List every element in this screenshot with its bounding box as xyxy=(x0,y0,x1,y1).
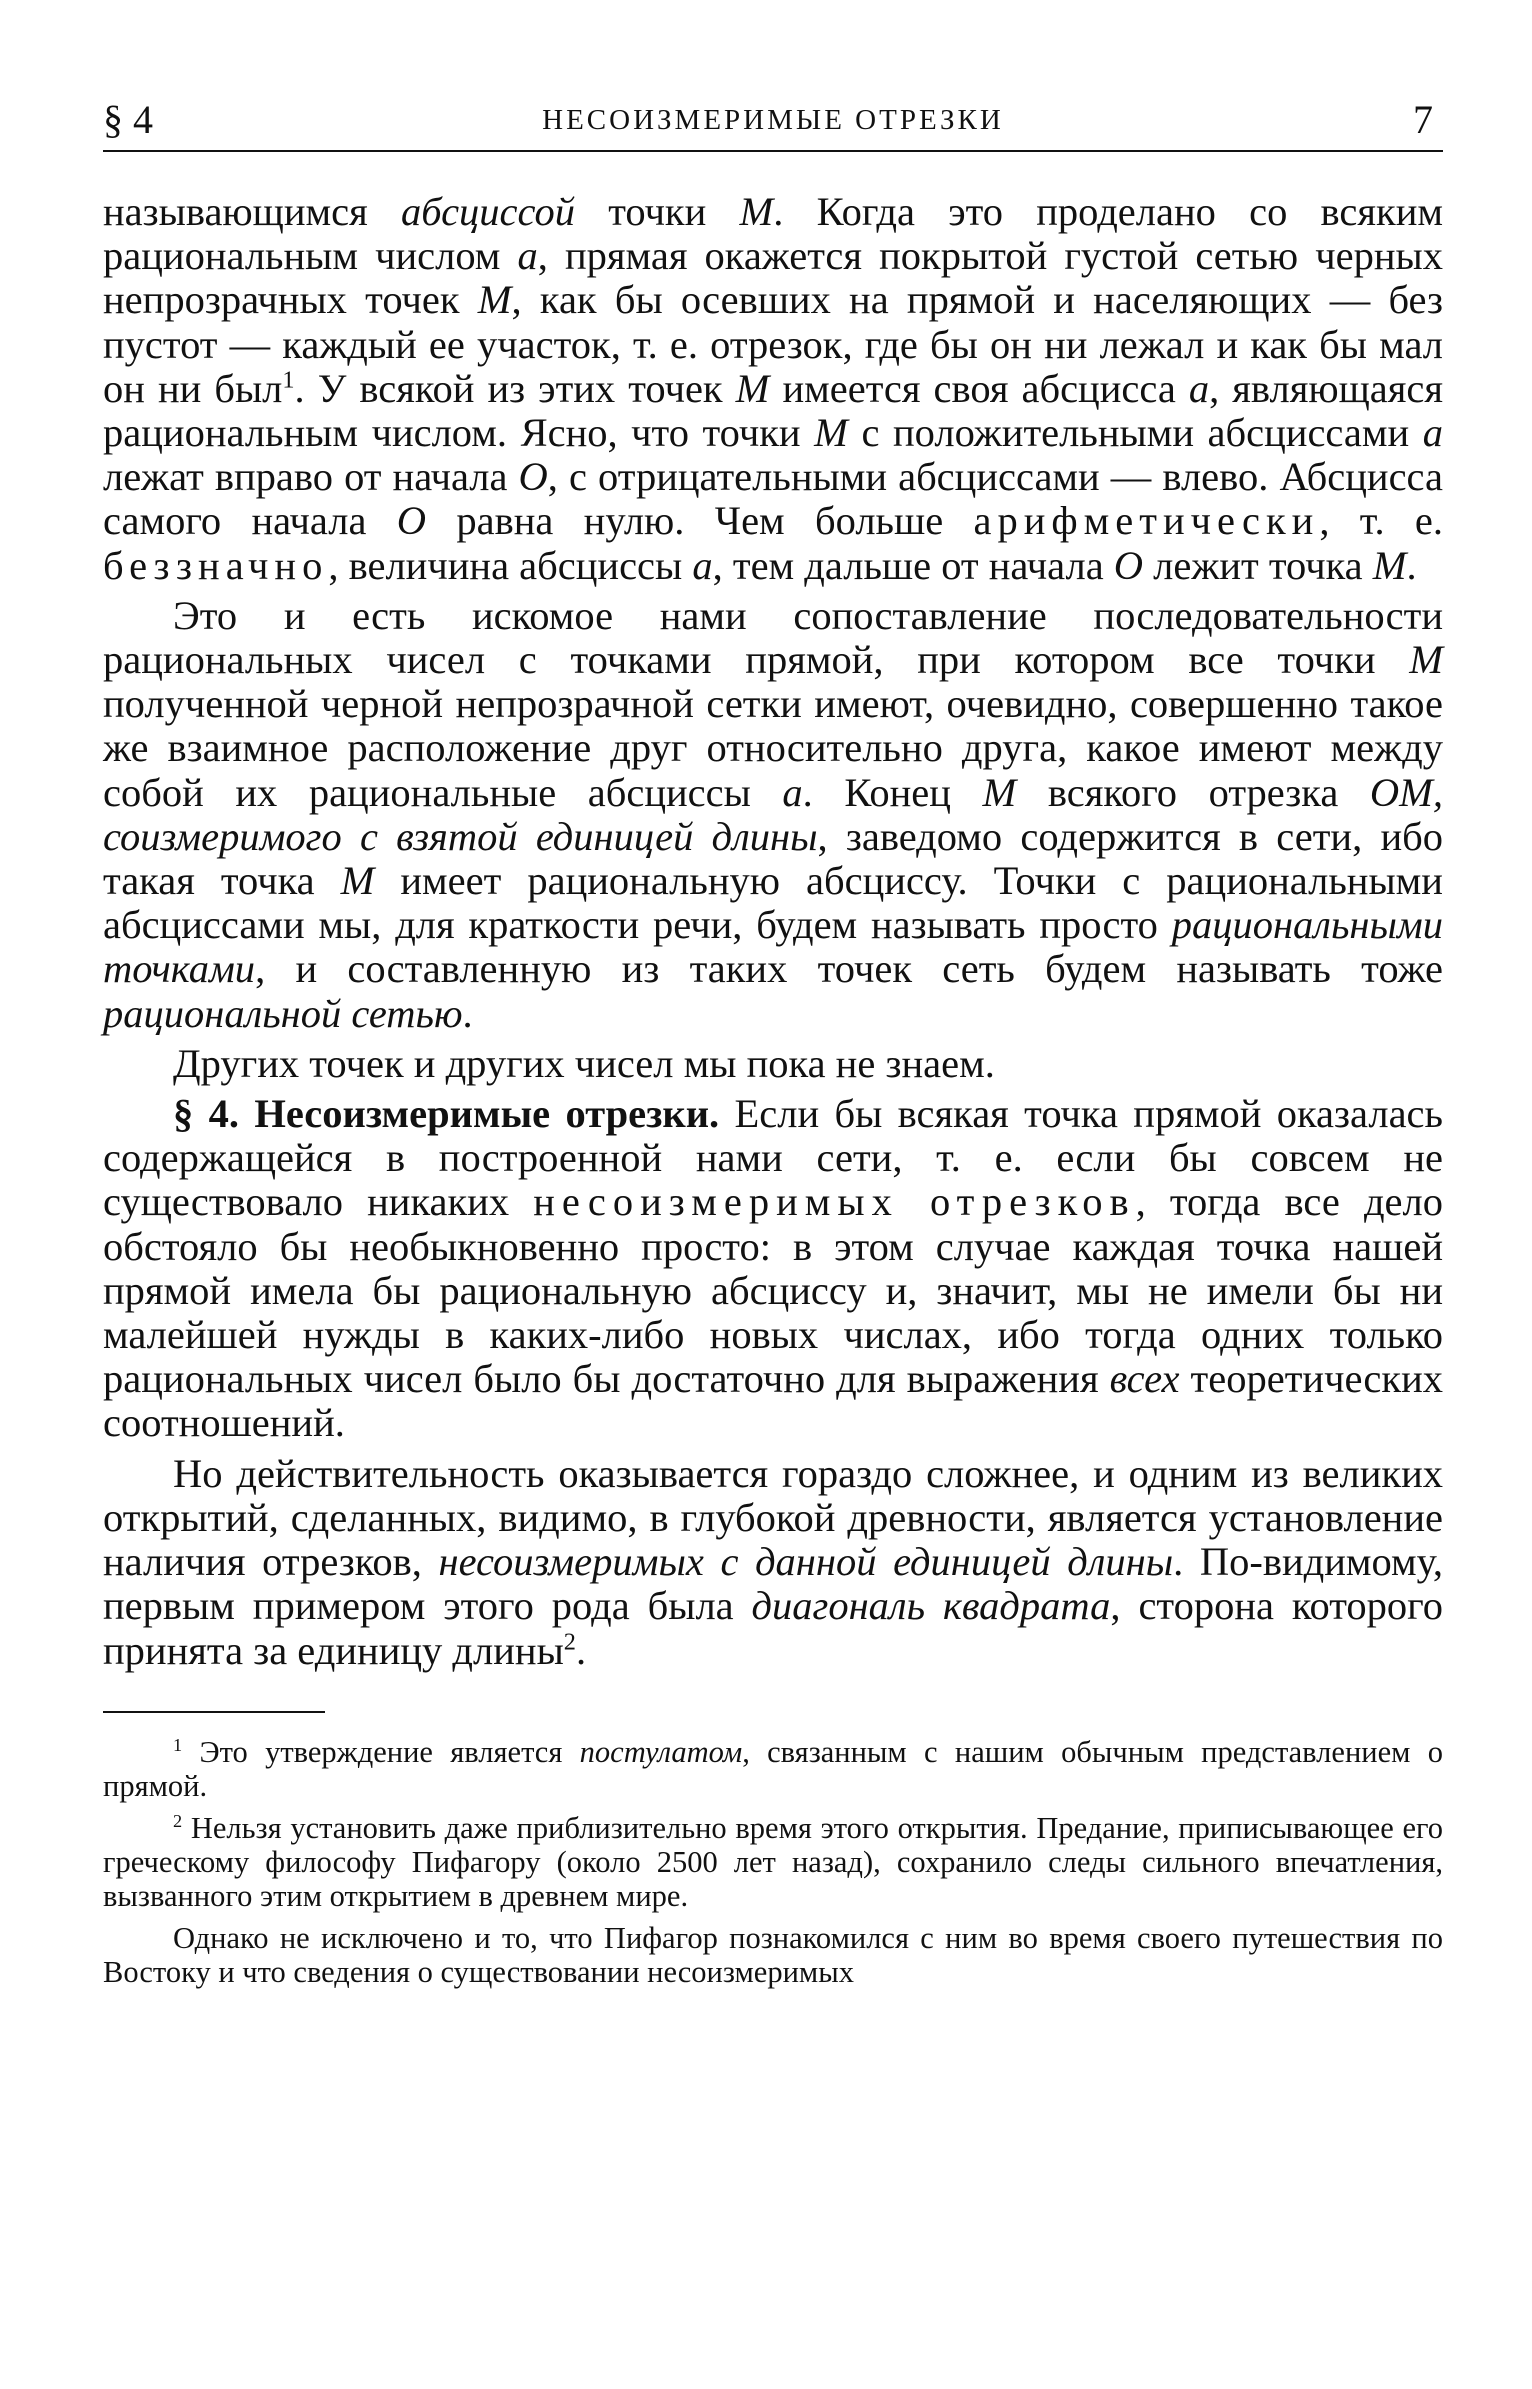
footnote-divider xyxy=(103,1711,325,1713)
footnotes xyxy=(103,1735,1443,1989)
paragraph-3: Других точек и других чисел мы пока не знаем. xyxy=(173,1040,995,1086)
main-text xyxy=(103,190,1443,1673)
paragraph-1: называющимся абсциссой точки М. Когда это проделано со всяким рациональным числом а, прямая окажется покрытой густой сетью черных непрозрачных точек М, как бы осевших на прямой и населяющих — без пустот — каждый ее участок, т. е. отрезок, где бы он ни лежал и как бы мал он ни был$^1$. У всякой из этих точек М имеется своя абсцисса а, являющаяся рациональным числом. Ясно, что точки М с положительными абсциссами а лежат вправо от начала О, с отрицательными абсциссами — влево. Абсцисса самого начала О равна нулю. Чем больше арифметически, т. е. беззначно, величина абсциссы а, тем дальше от начала О лежит точка М. xyxy=(103,189,1443,588)
footnote-2-continuation: Однако не исключено и то, что Пифагор познакомился с ним во время своего путешествия по Востоку и что сведения о существовании несоизмеримых xyxy=(103,1920,1443,1989)
footnote-ref-1: 1 xyxy=(282,366,295,394)
page-number: 7 xyxy=(1413,97,1433,142)
paragraph-5: Но действительность оказывается гораздо сложнее, и одним из великих открытий, сделанных, видимо, в глубокой древности, является установление наличия отрезков, несоизмеримых с данной единицей длины. По-видимому, первым примером этого рода была диагональ квадрата, сторона которого принята за единицу длины$^2$. xyxy=(103,1450,1443,1673)
paragraph-2: Это и есть искомое нами сопоставление последовательности рациональных чисел с точками прямой, при котором все точки М полученной черной непрозрачной сетки имеют, очевидно, совершенно такое же взаимное расположение друг относительно друга, какое имеют между собой их рациональные абсциссы а. Конец М всякого отрезка ОМ, соизмеримого с взятой единицей длины, заведомо содержится в сети, ибо такая точка М имеет рациональную абсциссу. Точки с рациональными абсциссами мы, для краткости речи, будем называть просто рациональными точками, и составленную из таких точек сеть будем называть тоже рациональной сетью. xyxy=(103,592,1443,1036)
section-heading: § 4. Несоизмеримые отрезки. xyxy=(173,1091,720,1137)
footnote-ref-2: 2 xyxy=(563,1628,576,1655)
footnote-2: $^2$ Нельзя установить даже приблизительно время этого открытия. Предание, приписывающее его греческому философу Пифагору (около 2500 лет назад), сохранило следы сильного впечатления, вызванного этим открытием в древнем мире. xyxy=(103,1810,1443,1913)
footnote-1: $^1$ Это утверждение является постулатом, связанным с нашим обычным представлением о прямой. xyxy=(103,1734,1443,1803)
header-section-number: § 4 xyxy=(103,97,153,142)
spaced-emphasis: беззначно xyxy=(103,542,329,588)
spaced-emphasis: несоизмеримых отрезков xyxy=(533,1179,1136,1225)
spaced-emphasis: арифметически xyxy=(973,498,1320,544)
running-header xyxy=(103,90,1443,152)
book-page xyxy=(103,90,1443,1989)
paragraph-4: § 4. Несоизмеримые отрезки. Если бы всякая точка прямой оказалась содержащейся в построенной нами сети, т. е. если бы совсем не существовало никаких несоизмеримых отрезков, тогда все дело обстояло бы необыкновенно просто: в этом случае каждая точка нашей прямой имела бы рациональную абсциссу и, значит, мы не имели бы ни малейшей нужды в каких-либо новых числах, ибо тогда одних только рациональных чисел было бы достаточно для выражения всех теоретических соотношений. xyxy=(103,1091,1444,1446)
header-title: НЕСОИЗМЕРИМЫЕ ОТРЕЗКИ xyxy=(542,104,1004,136)
